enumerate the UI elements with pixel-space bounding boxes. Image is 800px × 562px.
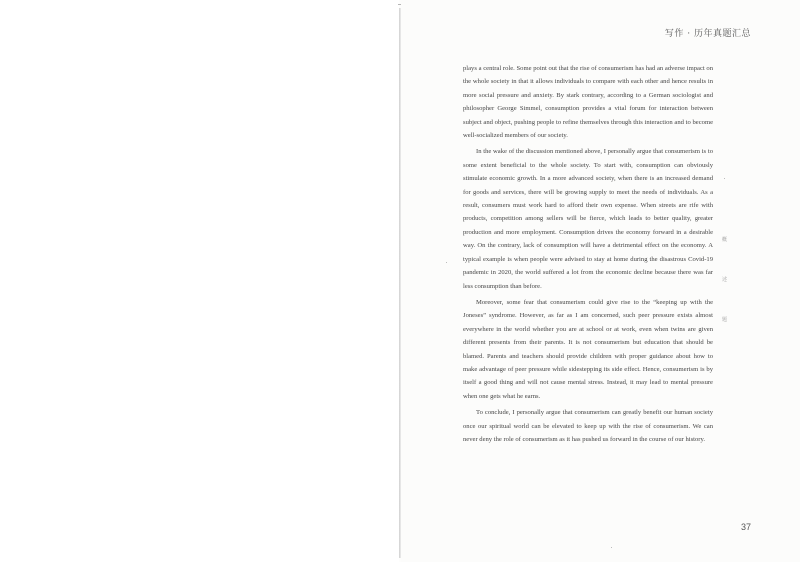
running-header-title: 写作 · 历年真题汇总 [664,29,751,39]
left-page-blank [0,0,399,562]
essay-paragraph-1: plays a central role. Some point out that the rise of consumerism has had an adverse impact on the whole society in that it allows individuals to compare with each other and hence results in more social pressure and anxiety. By stark contrary, according to a German sociologist and philosopher George Simmel, consumption provides a vital forum for interaction between subject and object, pushing people to refine themselves through this interaction and to become well-socialized members of our society. [463,65,713,140]
essay-paragraph-4: To conclude, I personally argue that consumerism can greatly benefit our human society once our spiritual world can be elevated to keep up with the rise of consumerism. We can never deny the role of consumerism as it has pushed us forward in the course of our history. [463,409,713,443]
essay-paragraph-3: Moreover, some fear that consumerism could give rise to the “keeping up with the Joneses” syndrome. However, as far as I am concerned, such peer pressure exists almost everywhere in the world whether you are at school or at work, even when twins are given different presents from their parents. It is not consumerism but education that should be blamed. Parents and teachers should provide children with proper guidance about how to make advantage of peer pressure while sidestepping its side effect. Hence, consumerism is by itself a good thing and will not cause mental stress. Instead, it may lead to mental pressure when one gets what he earns. [463,298,713,400]
essay-paragraph-2: In the wake of the discussion mentioned above, I personally argue that consumerism is to some extent beneficial to the whole society. To start with, consumption can obviously stimulate economic growth. In a more advanced society, when there is an increased demand for goods and services, there will be growing supply to meet the needs of individuals. As a result, consumers must work hard to afford their own expense. When streets are rife with products, competition among sellers will be fierce, which leads to better quality, greater production and more employment. Consumption drives the economy forward in a desirable way. On the contrary, lack of consumption will have a detrimental effect on the economy. A typical example is when people were advised to stay at home during the disastrous Covid-19 pandemic in 2020, the world suffered a lot from the economic decline because there was far less consumption than before. [463,148,713,290]
margin-note-1: 概 [722,237,728,243]
essay-body [463,62,713,446]
margin-note-3: 题 [722,317,728,323]
page-number: 37 [741,522,752,532]
speck-mark [611,547,612,548]
margin-note-2: 述 [722,277,728,283]
speck-mark [724,178,725,179]
speck-mark [446,262,447,263]
